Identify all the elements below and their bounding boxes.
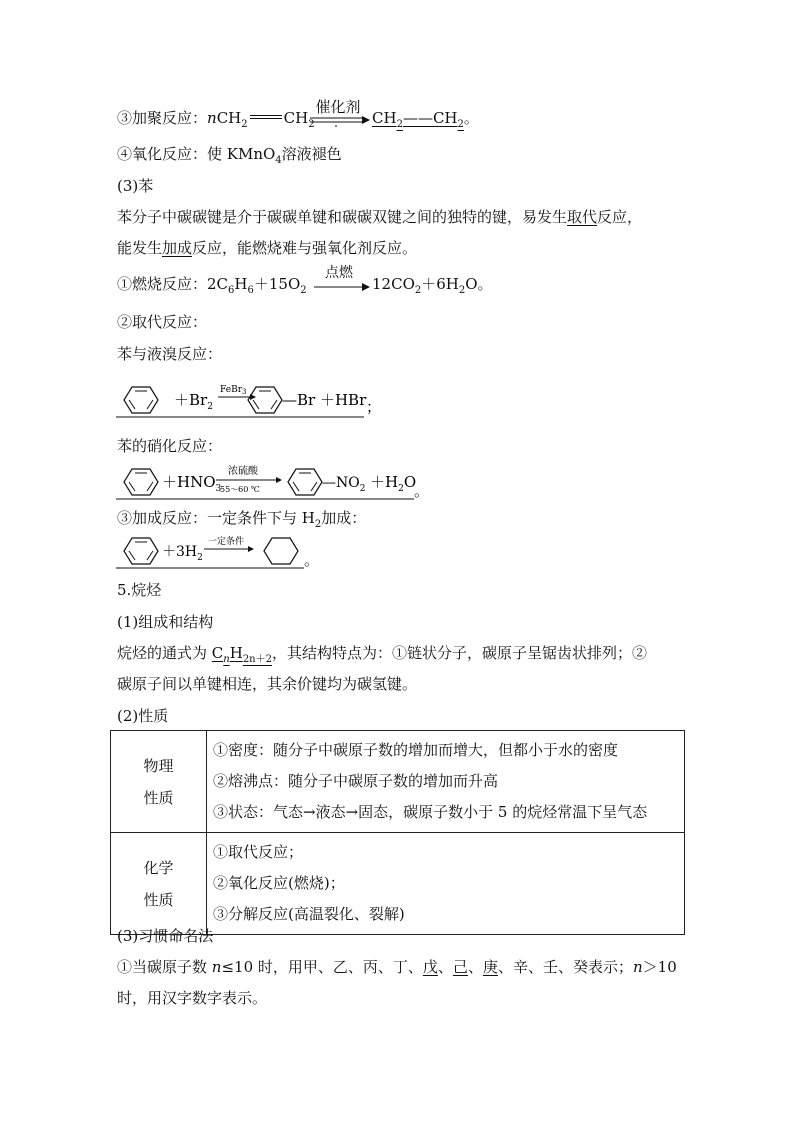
text: 加成： [321,509,367,527]
cyclohexane-ring-icon [264,538,298,564]
header-line: 性质 [143,788,174,807]
formula-part: O。 [465,275,493,293]
text: ≤10 时，用甲、乙、丙、丁、 [221,958,423,976]
n-variable: n [207,109,217,127]
physical-properties [207,731,685,833]
subscript: 6 [228,285,235,296]
reaction-arrow [216,477,282,483]
double-bond [250,115,282,119]
benzene-description-2 [117,238,417,258]
formula-part: ＋15O [253,275,301,293]
header-line: 化学 [143,858,174,877]
answer-addition: 加成 [162,239,193,257]
text: 苯分子中碳碳键是介于碳碳单键和碳碳双键之间的独特的键，易发生 [117,208,568,226]
period: 。 [304,551,320,569]
header-line: 性质 [143,890,174,909]
polymer-product [372,108,479,135]
text: 能发生 [117,239,163,257]
subscript: 2n＋2 [242,654,272,665]
text: 烷烃的通式为 [117,644,212,662]
text: ③加成反应：一定条件下与 H [117,509,315,527]
benzene-ring-icon [248,387,282,413]
subscript: 2 [396,119,403,130]
reagent-h2: $+3H_2$ [162,544,203,563]
oxidation-text: ④氧化反应：使 KMnO [117,145,276,163]
combustion-line [117,274,307,301]
general-formula-line [117,643,647,670]
polymerization-line [117,108,315,135]
answer-substitution: 取代 [567,208,598,226]
subscript: 2 [300,285,307,296]
benzene-ring-icon [124,538,158,564]
subscript: 2 [414,285,422,296]
subscript: n [223,654,230,665]
oxidation-text-tail: 溶液褪色 [281,145,342,163]
semicolon: ； [366,398,382,416]
benzene-description-1 [117,207,642,227]
combustion-products [372,274,493,301]
text: ①当碳原子数 [117,958,212,976]
subscript: 2 [458,285,466,296]
table-row [111,731,685,833]
reagent-hno3: $+HNO_3$ [162,473,222,494]
reagent-br2: $+Br_2$ [174,391,213,412]
condition-label: 一定条件 [208,537,245,547]
property-item: ②氧化反应(燃烧)； [213,874,345,892]
chemical-header [111,833,207,935]
oxidation-line [117,144,342,171]
answer-geng: 庚 [482,958,498,976]
n-variable: n [632,958,643,976]
property-item: ①取代反应； [213,843,304,861]
substitution-heading: ②取代反应： [117,313,208,331]
polymerization-label: ③加聚反应： [117,109,208,127]
combustion-label: ①燃烧反应： [117,275,208,293]
physical-header [111,731,207,833]
subscript: 2 [308,119,315,130]
naming-heading: (3)习惯命名法 [117,927,214,945]
subscript: 4 [275,155,282,166]
formula-c: C [211,644,224,662]
formula-part: 12CO [372,275,415,293]
ignite-condition: 点燃 [325,265,353,281]
properties-table [110,730,685,935]
formula-part: 2C [207,275,229,293]
product-nitrobenzene: $—NO_2$ [322,475,366,494]
single-bond: —— [402,109,433,127]
nitration-equation [116,462,430,502]
nitration-label: 苯的硝化反应： [117,437,223,455]
table-row [111,833,685,935]
chemical-properties [207,833,685,935]
benzene-ring-icon [124,387,158,413]
benzene-ring-icon [124,469,158,495]
property-item: ③状态：气态→液态→固态，碳原子数小于 5 的烷烃常温下呈气态 [213,803,648,821]
alkane-heading: 5.烷烃 [117,581,162,599]
answer-ji: 己 [452,958,468,976]
period: 。 [463,109,479,127]
reactant-ch2-a: CH [216,109,242,127]
naming-rule-line-2: 时，用汉字数字表示。 [117,989,268,1007]
benzene-heading: (3)苯 [117,177,154,195]
composition-heading: (1)组成和结构 [117,613,214,631]
text: ，其结构特点为：①链状分子，碳原子呈锯齿状排列；② [271,644,647,662]
subscript: 6 [247,285,254,296]
product-ch2-a: CH [372,109,397,127]
addition-equation [116,533,326,573]
separator: 、 [437,958,453,976]
product-ch2-b: CH [432,109,458,127]
reactant-ch2-b: CH [283,109,309,127]
structure-line: 碳原子间以单键相连，其余价键均为碳氢键。 [117,675,418,693]
text: 、辛、壬、癸表示； [497,958,633,976]
bromination-label: 苯与液溴反应： [117,345,223,363]
text: 反应，能燃烧难与强氧化剂反应。 [192,239,418,257]
text: ＞10 [642,958,677,976]
subscript: 2 [457,119,464,130]
answer-wu: 戊 [422,958,438,976]
reaction-arrow [314,283,370,293]
bromination-equation [116,380,382,420]
formula-part: H [234,275,248,293]
benzene-ring-icon [288,469,322,495]
subscript: 2 [314,519,322,530]
property-item: ③分解反应(高温裂化、裂解) [213,905,405,923]
formula-h: H [229,644,243,662]
catalyst-label: 催化剂 [315,98,361,116]
property-item: ②熔沸点：随分子中碳原子数的增加而升高 [213,772,499,790]
addition-label [117,508,366,535]
catalyst-febr3: FeBr$_3$ [220,385,247,396]
formula-part: ＋6H [421,275,459,293]
byproduct-water: $+H_2O$ [370,473,417,494]
property-item: ①密度：随分子中碳原子数的增加而增大，但都小于水的密度 [213,741,619,759]
header-line: 物理 [143,756,174,775]
n-variable: n [211,958,222,976]
properties-heading: (2)性质 [117,707,169,725]
text: 反应， [597,208,643,226]
subscript: 2 [241,119,248,130]
naming-rule-line [117,957,677,977]
condition-sulfuric-acid: 浓硫酸 [228,466,258,477]
condition-temperature: 55～60 ℃ [220,485,260,494]
reaction-arrow [310,116,370,130]
period: 。 [414,482,430,500]
separator: 、 [467,958,483,976]
product-bromobenzene: —Br ＋HBr [282,391,367,409]
